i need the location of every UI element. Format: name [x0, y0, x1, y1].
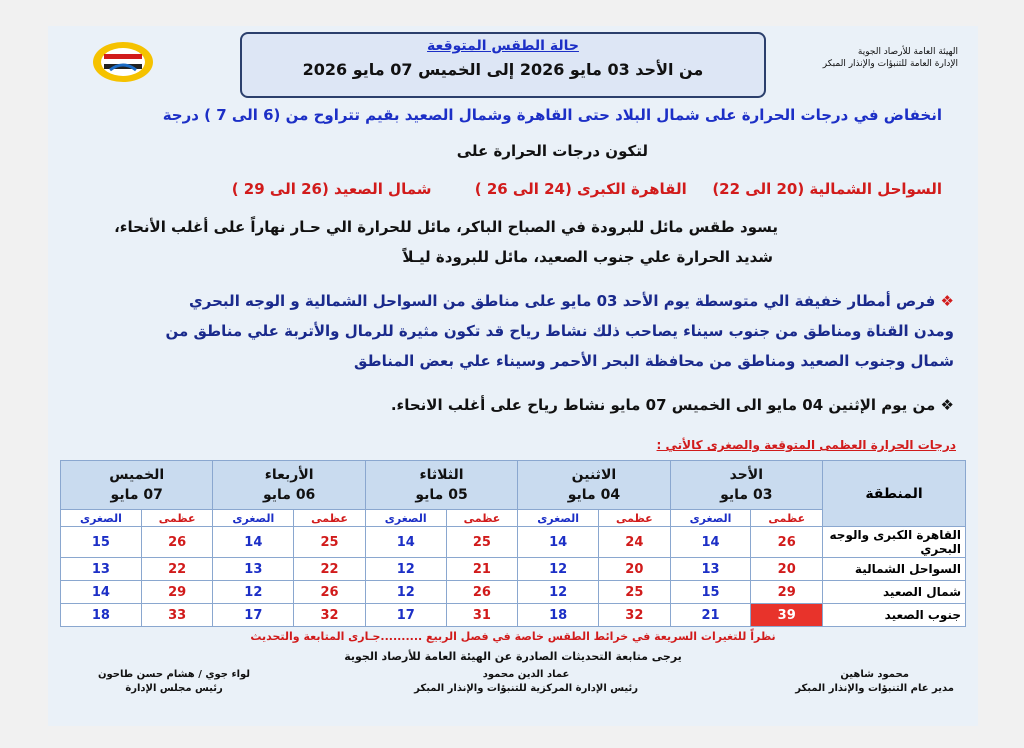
table-row [61, 527, 966, 558]
min-temp-cell: 14 [213, 527, 294, 558]
max-temp-cell: 39 [751, 604, 823, 627]
day-header: الثلاثاء 05 مايو [365, 461, 517, 510]
region-cell: السواحل الشمالية [823, 558, 966, 581]
min-temp-cell: 18 [61, 604, 142, 627]
table-header-row [61, 461, 966, 510]
day-header: الأحد 03 مايو [670, 461, 822, 510]
bullet-rain-3: شمال وجنوب الصعيد ومناطق من محافظة البحر الأحمر وسيناء علي بعض المناطق [353, 352, 954, 370]
max-label: عظمى [599, 510, 671, 527]
max-temp-cell: 29 [751, 581, 823, 604]
min-temp-cell: 14 [670, 527, 751, 558]
max-temp-cell: 21 [446, 558, 518, 581]
min-temp-cell: 12 [213, 581, 294, 604]
max-temp-cell: 25 [599, 581, 671, 604]
min-temp-cell: 12 [365, 558, 446, 581]
min-label: الصغرى [670, 510, 751, 527]
max-temp-cell: 33 [141, 604, 213, 627]
region-cell: شمال الصعيد [823, 581, 966, 604]
region-header: المنطقة [823, 461, 966, 527]
min-temp-cell: 18 [518, 604, 599, 627]
title-box [240, 32, 766, 98]
table-row [61, 581, 966, 604]
follow-note: يرجى متابعة التحديثات الصادرة عن الهيئة العامة للأرصاد الجوية [344, 650, 682, 663]
min-temp-cell: 12 [365, 581, 446, 604]
region-range-cairo: القاهرة الكبرى (24 الى 26 ) [474, 180, 687, 198]
region-range-north-coast: السواحل الشمالية (20 الى 22) [712, 180, 942, 198]
min-temp-cell: 14 [61, 581, 142, 604]
signature-center: عماد الدين محمود رئيس الإدارة المركزية للتنبؤات والإنذار المبكر [414, 669, 638, 694]
max-label: عظمى [294, 510, 366, 527]
min-label: الصغرى [61, 510, 142, 527]
day-header: الخميس 07 مايو [61, 461, 213, 510]
weather-paragraph-1: يسود طقس مائل للبرودة في الصباح الباكر، مائل للحرارة الي حـار نهاراً على أغلب الأنحاء، [114, 218, 778, 236]
bullet-rain-2: ومدن القناة ومناطق من جنوب سيناء يصاحب ذلك نشاط رياح قد تكون مثيرة للرمال والأتربة علي مناطق من [165, 322, 954, 340]
region-cell: القاهرة الكبرى والوجه البحري [823, 527, 966, 558]
max-temp-cell: 26 [751, 527, 823, 558]
summary-line-1: انخفاض في درجات الحرارة على شمال البلاد حتى القاهرة وشمال الصعيد بقيم تتراوح من (6 الى 7 ) درجة [162, 106, 942, 124]
min-temp-cell: 12 [518, 558, 599, 581]
max-temp-cell: 25 [294, 527, 366, 558]
max-temp-cell: 25 [446, 527, 518, 558]
max-temp-cell: 26 [446, 581, 518, 604]
min-label: الصغرى [213, 510, 294, 527]
min-temp-cell: 21 [670, 604, 751, 627]
min-temp-cell: 17 [365, 604, 446, 627]
max-temp-cell: 32 [599, 604, 671, 627]
page-title: حالة الطقس المتوقعة [427, 38, 579, 54]
min-label: الصغرى [518, 510, 599, 527]
max-temp-cell: 31 [446, 604, 518, 627]
day-header: الاثنين 04 مايو [518, 461, 670, 510]
region-cell: جنوب الصعيد [823, 604, 966, 627]
min-temp-cell: 14 [518, 527, 599, 558]
signature-right: محمود شاهين مدير عام التنبؤات والإنذار المبكر [795, 669, 954, 694]
max-temp-cell: 20 [751, 558, 823, 581]
min-label: الصغرى [365, 510, 446, 527]
bullet-wind: ❖ من يوم الإثنين 04 مايو الى الخميس 07 مايو نشاط رياح على أغلب الانحاء. [390, 396, 954, 414]
min-temp-cell: 13 [61, 558, 142, 581]
table-body [61, 527, 966, 627]
min-temp-cell: 17 [213, 604, 294, 627]
table-row [61, 604, 966, 627]
max-temp-cell: 26 [294, 581, 366, 604]
summary-line-2: لتكون درجات الحرارة على [456, 142, 648, 160]
max-temp-cell: 22 [294, 558, 366, 581]
date-range: من الأحد 03 مايو 2026 إلى الخميس 07 مايو 2026 [302, 60, 704, 79]
max-label: عظمى [446, 510, 518, 527]
table-row [61, 558, 966, 581]
region-range-north-upper-egypt: شمال الصعيد (26 الى 29 ) [231, 180, 432, 198]
signature-left: لواء جوي / هشام حسن طاحون رئيس مجلس الإدارة [98, 669, 251, 694]
max-temp-cell: 32 [294, 604, 366, 627]
max-label: عظمى [141, 510, 213, 527]
min-temp-cell: 15 [670, 581, 751, 604]
min-temp-cell: 12 [518, 581, 599, 604]
max-temp-cell: 20 [599, 558, 671, 581]
temperature-table [60, 460, 966, 627]
day-header: الأربعاء 06 مايو [213, 461, 365, 510]
max-temp-cell: 26 [141, 527, 213, 558]
bullet-rain-1: ❖ فرص أمطار خفيفة الي متوسطة يوم الأحد 03 مايو على مناطق من السواحل الشمالية و الوجه البحري [189, 292, 954, 310]
min-temp-cell: 14 [365, 527, 446, 558]
min-temp-cell: 15 [61, 527, 142, 558]
regions-range [182, 180, 942, 198]
organization-name: الهيئة العامة للأرصاد الجوية الإدارة العامة للتنبؤات والإنذار المبكر [822, 47, 958, 69]
max-temp-cell: 29 [141, 581, 213, 604]
forecast-sheet [48, 26, 978, 726]
update-note: نظراً للتغيرات السريعة في خرائط الطقس خاصة في فصل الربيع ..........جـارى المتابعة والتحديث [250, 630, 776, 643]
min-temp-cell: 13 [213, 558, 294, 581]
meteorology-logo-icon [90, 40, 156, 84]
min-temp-cell: 13 [670, 558, 751, 581]
weather-paragraph-2: شديد الحرارة علي جنوب الصعيد، مائل للبرودة ليـلاً [402, 248, 773, 266]
table-caption: درجات الحرارة العظمى المتوقعة والصغرى كالأتي : [656, 438, 956, 452]
max-label: عظمى [751, 510, 823, 527]
max-temp-cell: 24 [599, 527, 671, 558]
max-temp-cell: 22 [141, 558, 213, 581]
